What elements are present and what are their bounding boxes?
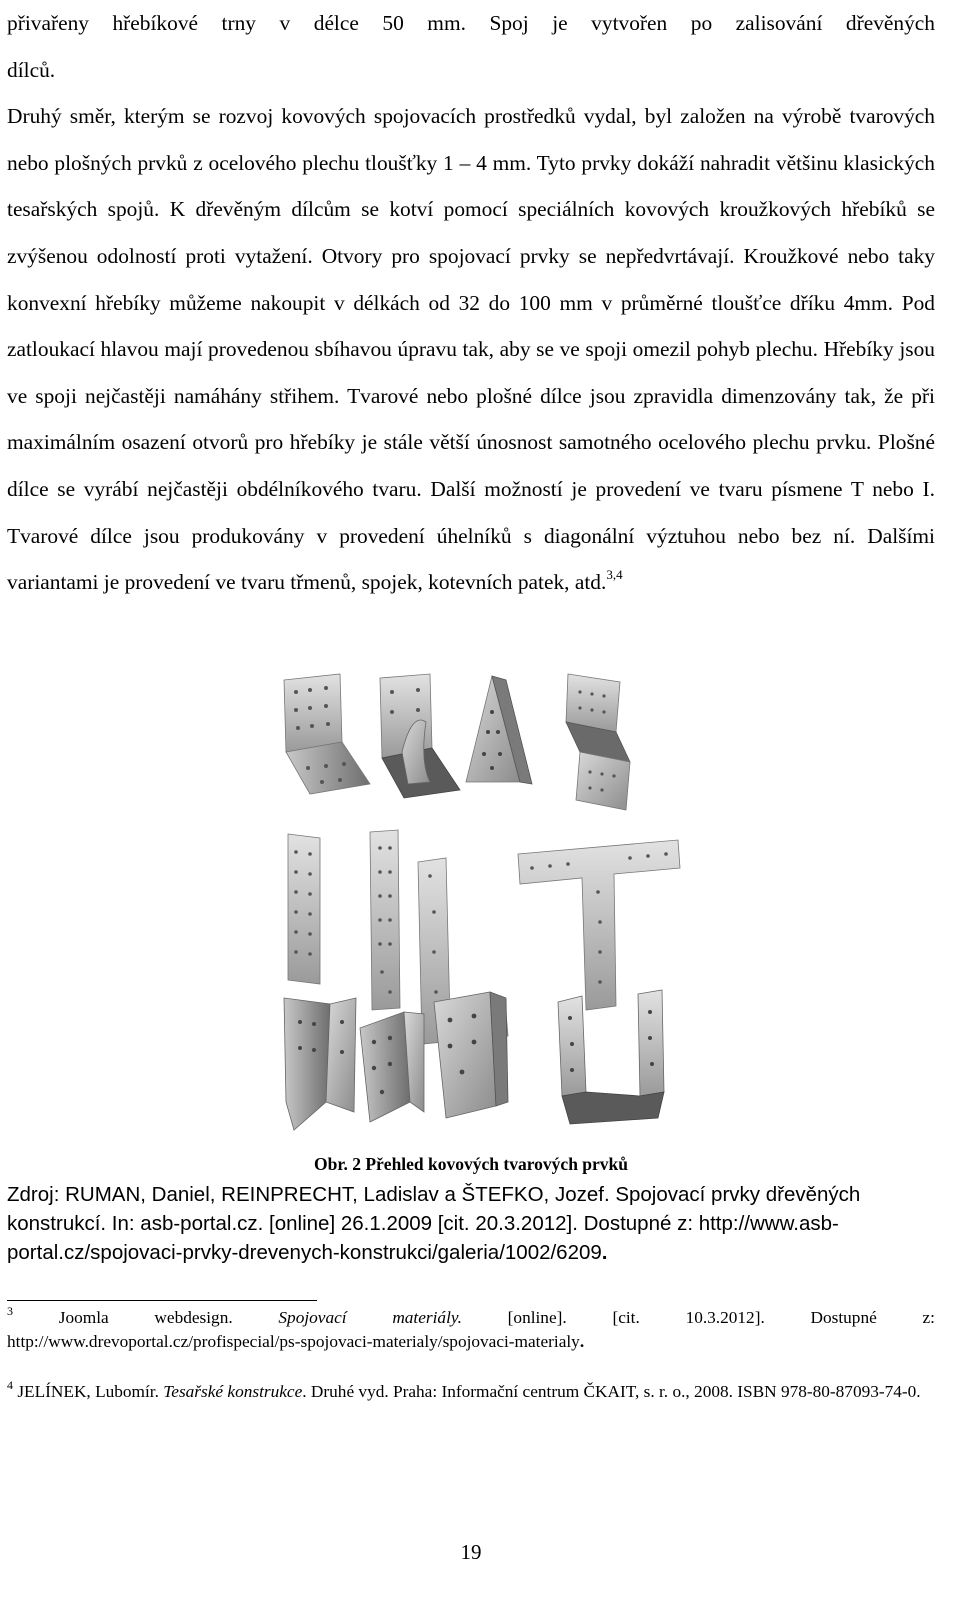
figure-source: Zdroj: RUMAN, Daniel, REINPRECHT, Ladislav a ŠTEFKO, Jozef. Spojovací prvky dřevěných konstrukcí. In: asb-portal.cz. [online] 26.1.2009 [cit. 20.3.2012]. Dostupné z: http://www.asb-portal.cz/spojovaci-prvky-drevenych-konstrukci/galeria/1002/6209. [7,1183,861,1264]
angle-bracket-plain [284,674,370,794]
paragraph-continued: přivařeny hřebíkové trny v délce 50 mm. Spoj je vytvořen po zalisování dřevěných [7,11,935,35]
citation-superscript: 3,4 [606,567,623,583]
figure-caption: Obr. 2 Přehled kovových tvarových prvků [313,1154,629,1174]
footnote-separator [7,1300,317,1301]
joist-hanger-3 [434,992,508,1118]
joist-hanger-2 [360,1012,424,1122]
footnote-3 [7,1306,935,1354]
body-text [7,0,935,606]
angle-bracket-reinforced [380,674,460,798]
joist-hanger-1 [284,998,356,1130]
z-connector [566,674,630,810]
page-number: 19 [460,1540,482,1564]
footnote-3-line1: $^3$ Joomla webdesign. Spojovací materiály. [online]. [cit. 10.3.2012]. Dostupné z: [7,1304,935,1327]
footnote-4: $^4$ JELÍNEK, Lubomír. Tesařské konstrukce. Druhé vyd. Praha: Informační centrum ČKAIT, s. r. o., 2008. ISBN 978-80-87093-74-0. [7,1378,921,1401]
footnote-3-url: http://www.drevoportal.cz/profispecial/ps-spojovaci-materialy/spojovaci-materialy. [7,1332,585,1351]
connectors-illustration [270,672,690,1152]
footnote-mark: 4 [7,1378,13,1392]
flat-plate-t-shaped [518,840,680,1010]
paragraph-metal-connectors: Druhý směr, kterým se rozvoj kovových spojovacích prostředků vydal, byl založen na výrobě tvarových nebo plošných prvků z ocelového plechu tloušťky 1 – 4 mm. Tyto prvky dokáží nahradit většinu klasických tesařských spojů. K dřevěným dílcům se kotví pomocí speciálních kovových kroužkových hřebíků se zvýšenou odolností proti vytažení. Otvory pro spojovací prvky se nepředvrtávají. Kroužkové nebo taky konvexní hřebíky můžeme nakoupit v délkách od 32 do 100 mm v průměrné tloušťce dříku 4mm. Pod zatloukací hlavou mají provedenou sbíhavou úpravu tak, aby se ve spoji omezil pohyb plechu. Hřebíky jsou ve spoji nejčastěji namáhány střihem. Tvarové nebo plošné dílce jsou zpravidla dimenzovány tak, že při maximálním osazení otvorů pro hřebíky je stále větší únosnost samotného ocelového plechu prvku. Plošné dílce se vyrábí nejčastěji obdélníkového tvaru. Další možností je provedení ve tvaru písmene T nebo I. Tvarové dílce jsou produkovány v provedení úhelníků s diagonální výztuhou nebo bez ní. Dalšími variantami je provedení ve tvaru třmenů, spojek, kotevních patek, atd.$^{3,4}$ [7,104,935,595]
flat-plate-rectangular [288,834,320,984]
triangle-bracket [466,676,532,784]
footnote-mark: 3 [7,1304,13,1318]
flat-plate-narrow [370,830,400,1010]
metal-connectors-figure [270,672,690,1152]
paragraph-continued-end: dílců. [7,57,56,82]
u-stirrup [558,990,664,1124]
